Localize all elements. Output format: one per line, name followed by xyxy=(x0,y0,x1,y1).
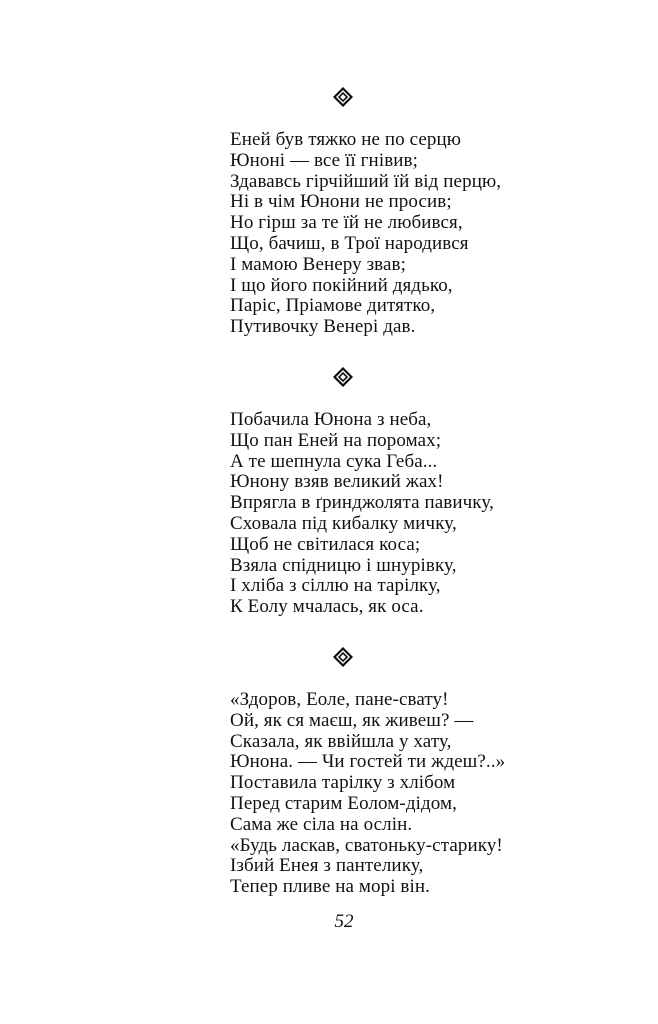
verse-line: Сказала, як ввійшла у хату, xyxy=(230,730,452,752)
verse-line: Путивочку Венері дав. xyxy=(230,316,416,338)
verse-line: А те шепнула сука Геба... xyxy=(230,450,438,472)
stanza-2 xyxy=(230,410,494,618)
verse-line: Юнона. — Чи гостей ти ждеш?..» xyxy=(230,751,506,773)
verse-line: «Будь ласкав, сватоньку-старику! xyxy=(230,834,503,856)
verse-line: Паріс, Пріамове дитятко, xyxy=(230,295,436,317)
verse-line: Но гірш за те їй не любився, xyxy=(230,212,463,234)
verse-line: Побачила Юнона з неба, xyxy=(230,409,432,430)
diamond-ornament-icon xyxy=(333,647,353,667)
verse-line: Ізбий Енея з пантелику, xyxy=(230,855,424,877)
verse-line: І хліба з сіллю на тарілку, xyxy=(230,575,441,597)
page-number: 52 xyxy=(334,911,354,932)
verse-line: І мамою Венеру звав; xyxy=(230,253,406,275)
stanza-3 xyxy=(230,690,505,898)
verse-line: Щоб не світилася коса; xyxy=(230,533,421,555)
verse-line: Ні в чім Юнони не просив; xyxy=(230,191,452,213)
verse-line: Взяла спідницю і шнурівку, xyxy=(230,554,457,576)
diamond-ornament-icon xyxy=(333,367,353,387)
verse-line: К Еолу мчалась, як оса. xyxy=(230,596,424,618)
verse-line: Здававсь гірчійший їй від перцю, xyxy=(230,170,502,192)
verse-line: Юноні — все її гнівив; xyxy=(230,149,418,171)
stanza-1 xyxy=(230,130,501,338)
verse-line: Еней був тяжко не по серцю xyxy=(230,129,462,150)
verse-line: Що пан Еней на поромах; xyxy=(230,429,442,451)
verse-line: Тепер пливе на морі він. xyxy=(230,876,430,898)
diamond-ornament-icon xyxy=(333,87,353,107)
verse-line: Що, бачиш, в Трої народився xyxy=(230,232,469,254)
verse-line: Поставила тарілку з хлібом xyxy=(230,772,456,794)
verse-line: І що його покійний дядько, xyxy=(230,274,453,296)
verse-line: Ой, як ся маєш, як живеш? — xyxy=(230,709,474,731)
verse-line: Впрягла в ґринджолята павичку, xyxy=(230,492,494,514)
verse-line: Сховала під кибалку мичку, xyxy=(230,512,457,534)
verse-line: Перед старим Еолом-дідом, xyxy=(230,792,457,814)
verse-line: Юнону взяв великий жах! xyxy=(230,471,444,493)
verse-line: Сама же сіла на ослін. xyxy=(230,813,413,835)
verse-line: «Здоров, Еоле, пане-свату! xyxy=(230,689,449,710)
